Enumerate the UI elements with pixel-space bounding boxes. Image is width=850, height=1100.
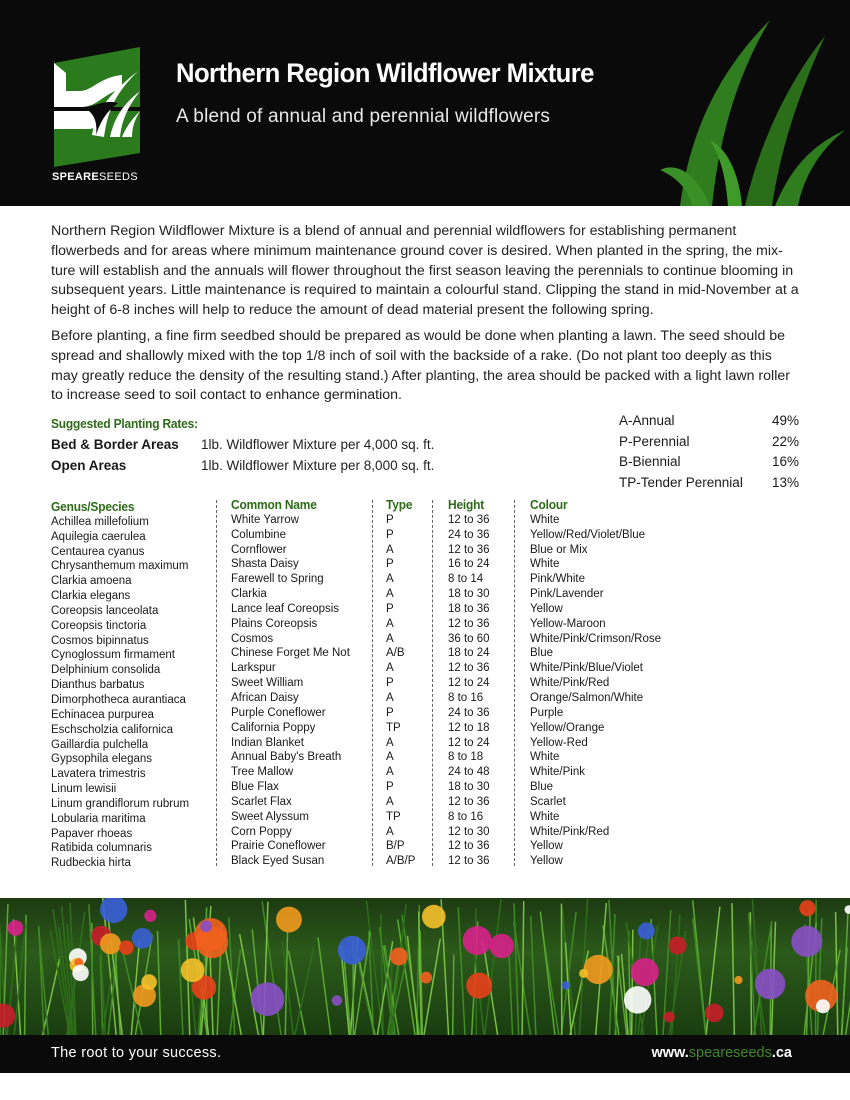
height-cell: 12 to 36	[448, 840, 490, 853]
colour-cell: Orange/Salmon/White	[530, 691, 644, 704]
rate-label: Bed & Border Areas	[51, 437, 179, 452]
type-cell: A	[386, 588, 394, 601]
genus-cell: Delphinium consolida	[51, 664, 161, 677]
type-cell: P	[386, 781, 394, 794]
height-cell: 12 to 36	[448, 513, 490, 526]
type-percent: 13%	[771, 474, 799, 490]
type-cell: A	[386, 795, 394, 808]
colour-cell: Yellow	[530, 855, 563, 868]
type-cell: A	[386, 632, 394, 645]
type-cell: P	[386, 602, 394, 615]
colour-cell: Purple	[530, 706, 564, 719]
height-cell: 8 to 16	[448, 691, 484, 704]
type-breakdown	[619, 413, 799, 495]
type-cell: A	[386, 751, 394, 764]
type-header: Type	[386, 497, 413, 512]
common-cell: Tree Mallow	[231, 766, 294, 779]
wildflower-photo	[0, 898, 850, 1035]
common-cell: Plains Coreopsis	[231, 617, 318, 630]
common-cell: Chinese Forget Me Not	[231, 647, 350, 660]
genus-cell: Linum grandiflorum rubrum	[51, 797, 190, 810]
genus-cell: Lavatera trimestris	[51, 768, 146, 781]
header-banner	[0, 0, 850, 206]
type-cell: A	[386, 766, 394, 779]
common-name-header: Common Name	[231, 497, 317, 512]
colour-header: Colour	[530, 497, 568, 512]
colour-cell: Blue	[530, 781, 554, 794]
page-subtitle: A blend of annual and perennial wildflowers	[176, 106, 551, 127]
genus-cell: Coreopsis lanceolata	[51, 604, 159, 617]
genus-cell: Gaillardia pulchella	[51, 738, 149, 751]
colour-cell: White/Pink	[530, 766, 585, 779]
type-label: P-Perennial	[619, 433, 690, 449]
colour-cell: White/Pink/Blue/Violet	[530, 662, 643, 675]
height-cell: 36 to 60	[448, 632, 490, 645]
common-cell: Columbine	[231, 528, 286, 541]
colour-cell: White/Pink/Crimson/Rose	[530, 632, 662, 645]
type-row	[619, 454, 799, 475]
common-cell: Sweet William	[231, 677, 304, 690]
genus-cell: Dianthus barbatus	[51, 679, 145, 692]
height-cell: 18 to 36	[448, 602, 490, 615]
common-cell: Blue Flax	[231, 781, 279, 794]
height-cell: 12 to 24	[448, 677, 490, 690]
common-cell: Indian Blanket	[231, 736, 304, 749]
common-cell: Lance leaf Coreopsis	[231, 602, 340, 615]
height-cell: 18 to 30	[448, 588, 490, 601]
type-label: B-Biennial	[619, 454, 681, 470]
height-cell: 24 to 48	[448, 766, 490, 779]
genus-cell: Rudbeckia hirta	[51, 857, 131, 870]
type-cell: A	[386, 662, 394, 675]
height-column	[448, 498, 512, 869]
type-cell: P	[386, 706, 394, 719]
type-cell: TP	[386, 721, 401, 734]
type-cell: A/B	[386, 647, 405, 660]
genus-cell: Aquilegia caerulea	[51, 530, 146, 543]
speare-seeds-logo	[52, 45, 142, 170]
colour-cell: Scarlet	[530, 795, 566, 808]
height-cell: 24 to 36	[448, 528, 490, 541]
type-row	[619, 475, 799, 496]
height-cell: 18 to 24	[448, 647, 490, 660]
height-cell: 18 to 30	[448, 781, 490, 794]
height-cell: 12 to 36	[448, 617, 490, 630]
height-cell: 12 to 36	[448, 795, 490, 808]
common-cell: Shasta Daisy	[231, 558, 299, 571]
colour-cell: White/Pink/Red	[530, 825, 610, 838]
type-percent: 22%	[771, 433, 799, 449]
height-cell: 8 to 18	[448, 751, 484, 764]
common-cell: African Daisy	[231, 691, 299, 704]
type-percent: 49%	[771, 413, 799, 428]
intro-paragraph-2: Before planting, a fine firm seedbed should be prepared as would be done when planting a lawn. The seed should be spread and shallowly mixed with the top 1/8 inch of soil with the backside of a rake. (Do not plant too deeply as this may greatly reduce the density of the resulting stand.) After planting, the area should be packed with a light lawn roller to increase seed to soil contact to enhance germination.	[51, 327, 790, 404]
common-cell: Black Eyed Susan	[231, 855, 325, 868]
genus-cell: Linum lewisii	[51, 783, 117, 796]
type-cell: A/B/P	[386, 855, 416, 868]
genus-cell: Dimorphotheca aurantiaca	[51, 693, 186, 706]
common-cell: Cornflower	[231, 543, 287, 556]
colour-cell: White	[530, 810, 560, 823]
type-cell: A	[386, 573, 394, 586]
page-title: Northern Region Wildflower Mixture	[176, 58, 594, 88]
height-header: Height	[448, 497, 485, 512]
common-cell: Scarlet Flax	[231, 795, 292, 808]
website-link[interactable]: www.speareseeds.ca	[651, 1045, 792, 1061]
type-cell: P	[386, 677, 394, 690]
genus-cell: Gypsophila elegans	[51, 753, 153, 766]
genus-cell: Echinacea purpurea	[51, 708, 154, 721]
planting-rates-heading: Suggested Planting Rates:	[51, 416, 198, 431]
common-cell: Purple Coneflower	[231, 706, 326, 719]
intro-text	[51, 222, 801, 412]
genus-cell: Cynoglossum firmament	[51, 649, 175, 662]
brand-wordmark: SPEARESEEDS	[52, 171, 138, 183]
common-cell: Farewell to Spring	[231, 573, 324, 586]
colour-cell: Blue	[530, 647, 554, 660]
genus-cell: Eschscholzia californica	[51, 723, 174, 736]
type-row	[619, 434, 799, 455]
height-cell: 16 to 24	[448, 558, 490, 571]
genus-cell: Ratibida columnaris	[51, 842, 152, 855]
type-percent: 16%	[771, 454, 799, 470]
height-cell: 12 to 36	[448, 662, 490, 675]
type-cell: A	[386, 825, 394, 838]
genus-cell: Lobularia maritima	[51, 812, 146, 825]
type-cell: A	[386, 736, 394, 749]
colour-cell: Yellow	[530, 602, 563, 615]
type-cell: A	[386, 617, 394, 630]
type-cell: P	[386, 558, 394, 571]
colour-cell: Pink/Lavender	[530, 588, 604, 601]
colour-cell: Yellow/Red/Violet/Blue	[530, 528, 646, 541]
colour-cell: White/Pink/Red	[530, 677, 610, 690]
height-cell: 12 to 30	[448, 825, 490, 838]
genus-cell: Clarkia elegans	[51, 590, 131, 603]
type-cell: P	[386, 513, 394, 526]
colour-cell: Yellow-Maroon	[530, 617, 606, 630]
colour-cell: Yellow-Red	[530, 736, 588, 749]
type-column	[386, 498, 430, 869]
type-cell: P	[386, 528, 394, 541]
genus-cell: Papaver rhoeas	[51, 827, 133, 840]
type-label: TP-Tender Perennial	[619, 474, 743, 490]
type-cell: TP	[386, 810, 401, 823]
height-cell: 24 to 36	[448, 706, 490, 719]
footer-tagline: The root to your success.	[51, 1045, 222, 1061]
rate-value: 1lb. Wildflower Mixture per 4,000 sq. ft.	[201, 437, 435, 452]
genus-cell: Cosmos bipinnatus	[51, 634, 149, 647]
common-cell: California Poppy	[231, 721, 316, 734]
genus-cell: Clarkia amoena	[51, 575, 132, 588]
height-cell: 12 to 18	[448, 721, 490, 734]
rate-label: Open Areas	[51, 458, 127, 473]
common-cell: Corn Poppy	[231, 825, 292, 838]
common-cell: Larkspur	[231, 662, 276, 675]
genus-header: Genus/Species	[51, 499, 135, 514]
column-divider	[216, 500, 217, 866]
type-cell: B/P	[386, 840, 405, 853]
genus-cell: Chrysanthemum maximum	[51, 560, 189, 573]
common-cell: Sweet Alyssum	[231, 810, 309, 823]
genus-column	[51, 500, 213, 871]
type-label: A-Annual	[619, 413, 675, 428]
common-cell: White Yarrow	[231, 513, 299, 526]
height-cell: 8 to 16	[448, 810, 484, 823]
common-cell: Clarkia	[231, 588, 267, 601]
height-cell: 12 to 36	[448, 543, 490, 556]
column-divider	[372, 500, 373, 866]
colour-cell: Pink/White	[530, 573, 585, 586]
genus-cell: Centaurea cyanus	[51, 545, 145, 558]
genus-cell: Achillea millefolium	[51, 515, 149, 528]
genus-cell: Coreopsis tinctoria	[51, 619, 147, 632]
rate-value: 1lb. Wildflower Mixture per 8,000 sq. ft.	[201, 458, 435, 473]
common-name-column	[231, 498, 369, 869]
colour-cell: White	[530, 513, 560, 526]
type-cell: A	[386, 691, 394, 704]
intro-paragraph-1: Northern Region Wildflower Mixture is a blend of annual and perennial wildflowers for establishing permanent flowerbeds and for areas where minimum maintenance ground cover is desired. When planted in the spring, the mix-ture will establish and the annuals will flower throughout the first season leaving the perennials to continue blooming in subsequent years. Little maintenance is required to maintain a colourful stand. Clipping the stand in mid-November at a height of 6-8 inches will help to reduce the amount of dead material present the following spring.	[51, 223, 799, 319]
colour-column	[530, 498, 730, 869]
type-cell: A	[386, 543, 394, 556]
colour-cell: Yellow/Orange	[530, 721, 605, 734]
grass-graphic	[650, 20, 850, 206]
common-cell: Prairie Coneflower	[231, 840, 326, 853]
column-divider	[514, 500, 515, 866]
type-row	[619, 413, 799, 434]
height-cell: 8 to 14	[448, 573, 484, 586]
colour-cell: Yellow	[530, 840, 563, 853]
height-cell: 12 to 36	[448, 855, 490, 868]
colour-cell: Blue or Mix	[530, 543, 588, 556]
common-cell: Cosmos	[231, 632, 274, 645]
height-cell: 12 to 24	[448, 736, 490, 749]
common-cell: Annual Baby's Breath	[231, 751, 342, 764]
column-divider	[432, 500, 433, 866]
colour-cell: White	[530, 751, 560, 764]
colour-cell: White	[530, 558, 560, 571]
